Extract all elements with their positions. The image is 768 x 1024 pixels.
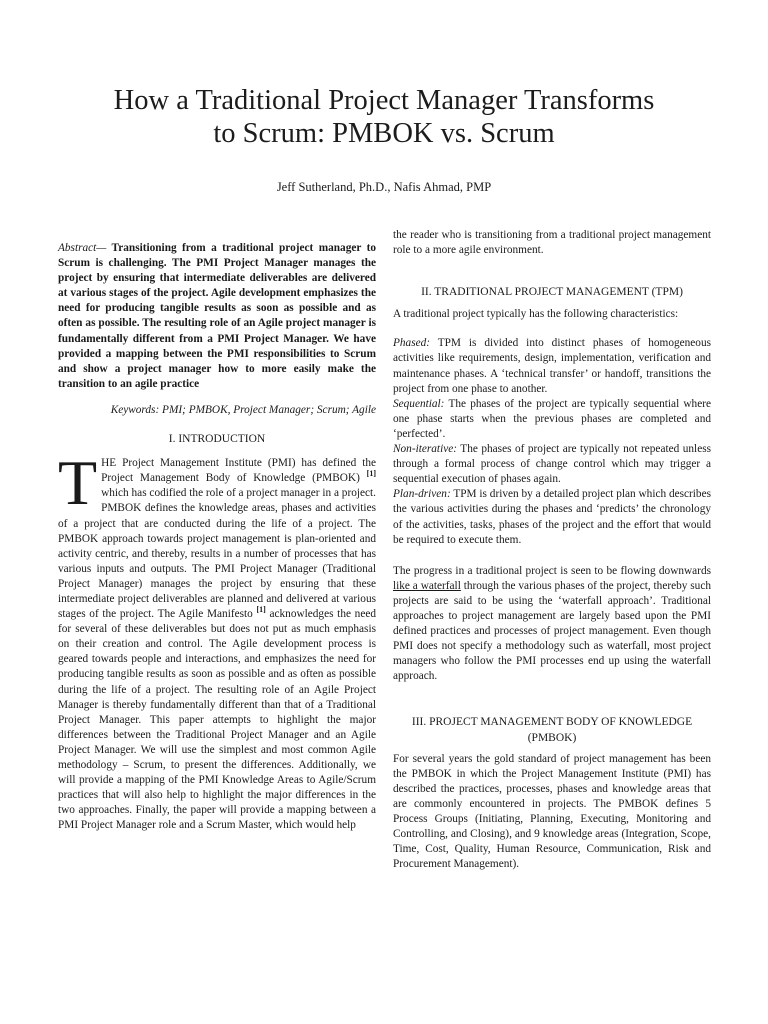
continuation-paragraph: the reader who is transitioning from a traditional project management role to a more agile environment.: [393, 229, 711, 257]
intro-text-c: acknowledges the need for several of these deliverables but does not put as much emphasis on their creation and control. The Agile development process is geared towards people and interactions, and emphasizes the need for producing tangible results as soon as possible and as often as possible during the life of a project. The resulting role of an Agile Project Manager is thereby fundamentally different than that of a Traditional Project Manager. This paper attempts to highlight the major differences between the Traditional Project Manager and an Agile Project Manager. We will use the simplest and most common Agile methodology – Scrum, to present the differences. Additionally, we will provide a mapping of the PMI Knowledge Areas to Agile/Scrum practices that will also help to highlight the major differences in the two approaches. Finally, the paper will provide a mapping between a PMI Project Manager role and a Scrum Master, which would help: [58, 608, 377, 832]
abstract-lead: Abstract—: [58, 242, 107, 254]
intro-text-b: which has codified the role of a project manager in a project. PMBOK defines the knowledge areas, phases and activities of a project that are conducted during the life of a project. The PMBOK approach towards project management is plan-oriented and activity centric, and thereby, results in a number of processes that has various inputs and outputs. The PMI Project Manager (Traditional Project Manager) manages the project by ensuring that these intermediate project deliverables are planned and delivered at various stages of the project. The Agile Manifesto: [58, 487, 376, 621]
abstract-text: Transitioning from a traditional project manager to Scrum is challenging. The PMI Project Manager manages the project by ensuring that intermediate deliverables are delivered at various stages of the project. Agile development emphasizes the need for producing tangible results as soon as possible and as often as possible. The resulting role of an Agile project manager is fundamentally different from a PMI Project Manager. We have provided a mapping between the PMI responsibilities to Scrum and show a project manager how to more easily make the transition to an agile practice: [58, 242, 377, 390]
pmbok-heading-line-1: III. PROJECT MANAGEMENT BODY OF KNOWLEDGE: [411, 716, 693, 729]
section-heading-pmbok: [393, 715, 711, 745]
intro-text-a: HE Project Management Institute (PMI) has defined the Project Management Body of Knowledge (PMBOK): [101, 457, 376, 485]
pmbok-paragraph: For several years the gold standard of project management has been the PMBOK in which the Project Management Institute (PMI) has described the practices, processes, phases and knowledge areas that are commonly encountered in projects. The PMBOK defines 5 Process Groups (Initiating, Planning, Executing, Monitoring and Controlling, and Closing), and 9 knowledge areas (Integration, Scope, Time, Cost, Quality, Human Resource, Communication, Risk and Procurement Management).: [393, 752, 711, 871]
title-line-2: to Scrum: PMBOK vs. Scrum: [213, 118, 555, 149]
progress-paragraph: [393, 564, 711, 685]
sequential-label: Sequential:: [393, 397, 445, 410]
keywords: Keywords: PMI; PMBOK, Project Manager; Scrum; Agile: [110, 403, 376, 416]
phased-text: TPM is divided into distinct phases of homogeneous activities like requirements, design, implementation, verification and maintenance phases. A ‘technical transfer’ or handoff, transitions the project from one phase to another.: [393, 337, 711, 395]
tpm-intro: A traditional project typically has the following characteristics:: [393, 308, 679, 321]
sequential-text: The phases of the project are typically sequential where one phase starts when the previous phases are completed and ‘perfected’.: [393, 397, 711, 440]
noniterative-text: The phases of project are typically not repeated unless through a formal process of change control which may trigger a sequential execution of phases again.: [393, 443, 711, 486]
progress-underlined: like a waterfall: [393, 579, 461, 592]
phased-label: Phased:: [393, 337, 431, 350]
progress-text-b: through the various phases of the project, thereby such projects are said to be using the ‘waterfall approach’. Traditional approaches to project management are largely based upon the PMI defined practices and processes of project management. Even though PMI does not specify a methodology such as waterfall, most project managers who follow the PMI processes end up using the waterfall approach.: [393, 579, 711, 683]
char-noniterative: [393, 442, 711, 487]
section-heading-introduction: I. INTRODUCTION: [168, 433, 266, 446]
citation-ref: [1]: [256, 605, 266, 615]
char-plan-driven: [393, 487, 711, 547]
left-column: [58, 228, 376, 833]
drop-cap: T: [58, 447, 98, 519]
abstract: [58, 241, 376, 392]
title-line-1: How a Traditional Project Manager Transforms: [113, 85, 655, 116]
authors: Jeff Sutherland, Ph.D., Nafis Ahmad, PMP: [276, 180, 492, 194]
section-heading-tpm: II. TRADITIONAL PROJECT MANAGEMENT (TPM): [421, 286, 683, 299]
plan-driven-text: TPM is driven by a detailed project plan which describes the various activities during the phases and ‘predicts’ the chronology of the activities, tasks, phases of the project and the effort that would be required to execute them.: [393, 488, 711, 546]
introduction-body: [58, 447, 377, 833]
progress-text-a: The progress in a traditional project is seen to be flowing downwards: [393, 564, 711, 577]
noniterative-label: Non-iterative:: [393, 443, 457, 456]
pmbok-heading-line-2: (PMBOK): [527, 731, 577, 744]
paper-title: [40, 84, 728, 150]
char-phased: [393, 336, 711, 396]
char-sequential: [393, 397, 711, 442]
right-column: [393, 228, 711, 872]
plan-driven-label: Plan-driven:: [393, 488, 451, 501]
citation-ref: [1]: [366, 469, 376, 479]
